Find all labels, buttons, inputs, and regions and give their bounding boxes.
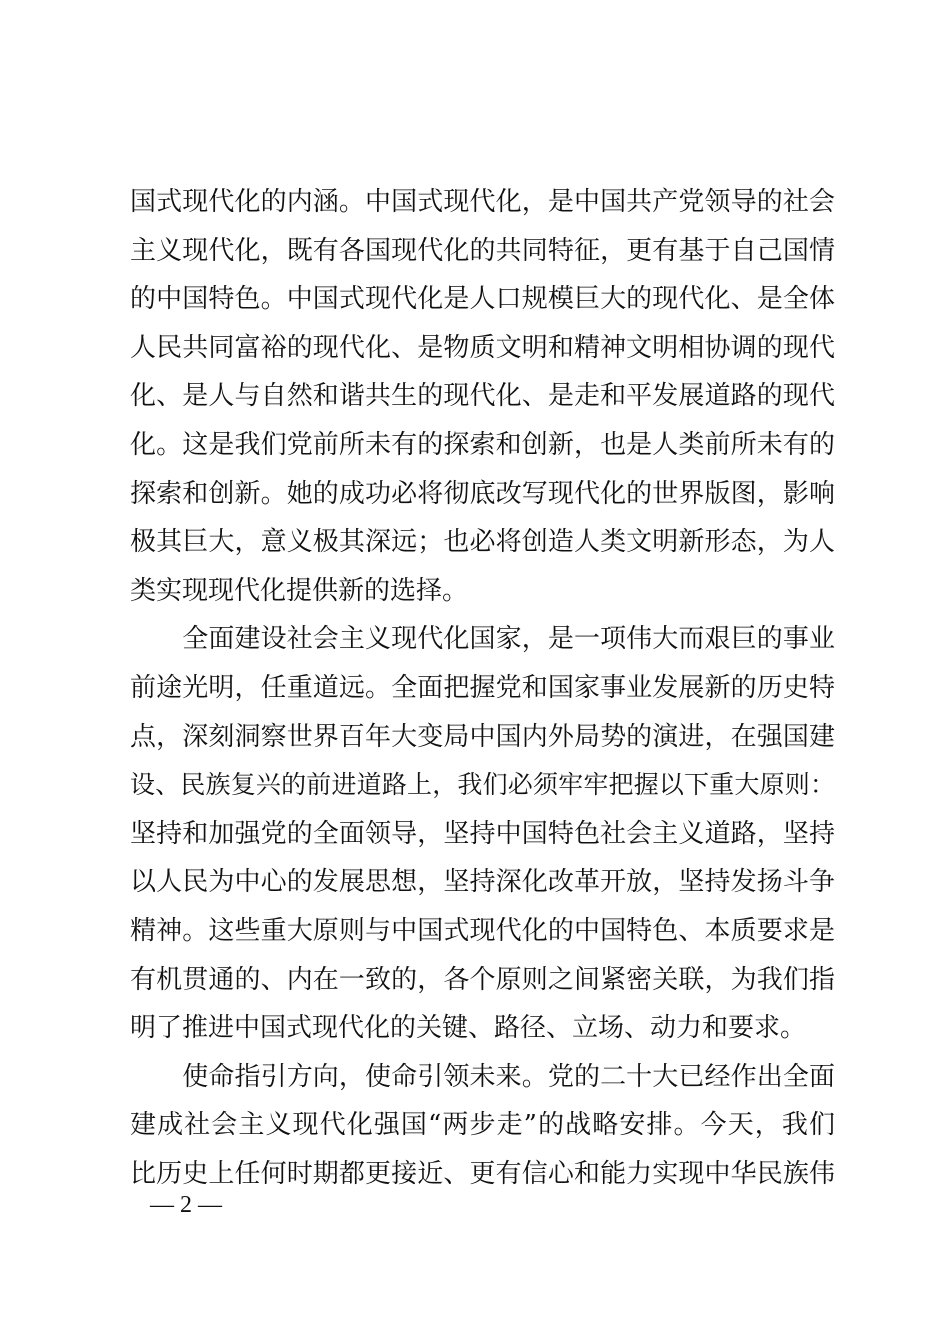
text-line: 以人民为中心的发展思想，坚持深化改革开放，坚持发扬斗争 [130, 867, 835, 898]
text-line: 国式现代化的内涵。中国式现代化，是中国共产党领导的社会 [130, 187, 835, 217]
paragraph-3 [130, 1053, 835, 1199]
text-line: 的中国特色。中国式现代化是人口规模巨大的现代化、是全体 [130, 284, 835, 315]
page-number: — 2 — [150, 1192, 222, 1218]
text-line: 建成社会主义现代化强国“两步走”的战略安排。今天，我们 [130, 1110, 835, 1141]
paragraph-1 [130, 178, 835, 615]
text-line: 主义现代化，既有各国现代化的共同特征，更有基于自己国情 [130, 235, 835, 266]
text-line: 点，深刻洞察世界百年大变局中国内外局势的演进，在强国建 [130, 721, 835, 752]
body-text [130, 178, 835, 1198]
text-line: 前途光明，任重道远。全面把握党和国家事业发展新的历史特 [130, 672, 835, 703]
text-line: 极其巨大，意义极其深远；也必将创造人类文明新形态，为人 [130, 527, 835, 558]
text-line: 全面建设社会主义现代化国家，是一项伟大而艰巨的事业 [130, 624, 835, 655]
text-line: 比历史上任何时期都更接近、更有信心和能力实现中华民族伟 [130, 1158, 835, 1189]
text-line: 明了推进中国式现代化的关键、路径、立场、动力和要求。 [130, 1013, 807, 1044]
text-line: 化。这是我们党前所未有的探索和创新，也是人类前所未有的 [130, 429, 835, 460]
text-line: 人民共同富裕的现代化、是物质文明和精神文明相协调的现代 [130, 332, 835, 363]
text-line: 类实现现代化提供新的选择。 [130, 575, 469, 606]
text-line: 坚持和加强党的全面领导，坚持中国特色社会主义道路，坚持 [130, 818, 835, 849]
text-line: 化、是人与自然和谐共生的现代化、是走和平发展道路的现代 [130, 381, 835, 412]
text-line: 设、民族复兴的前进道路上，我们必须牢牢把握以下重大原则： [130, 770, 835, 800]
text-line: 探索和创新。她的成功必将彻底改写现代化的世界版图，影响 [130, 478, 835, 509]
text-line: 有机贯通的、内在一致的，各个原则之间紧密关联，为我们指 [130, 964, 835, 995]
text-line: 使命指引方向，使命引领未来。党的二十大已经作出全面 [130, 1061, 835, 1092]
text-line: 精神。这些重大原则与中国式现代化的中国特色、本质要求是 [130, 915, 835, 946]
paragraph-2 [130, 615, 835, 1052]
